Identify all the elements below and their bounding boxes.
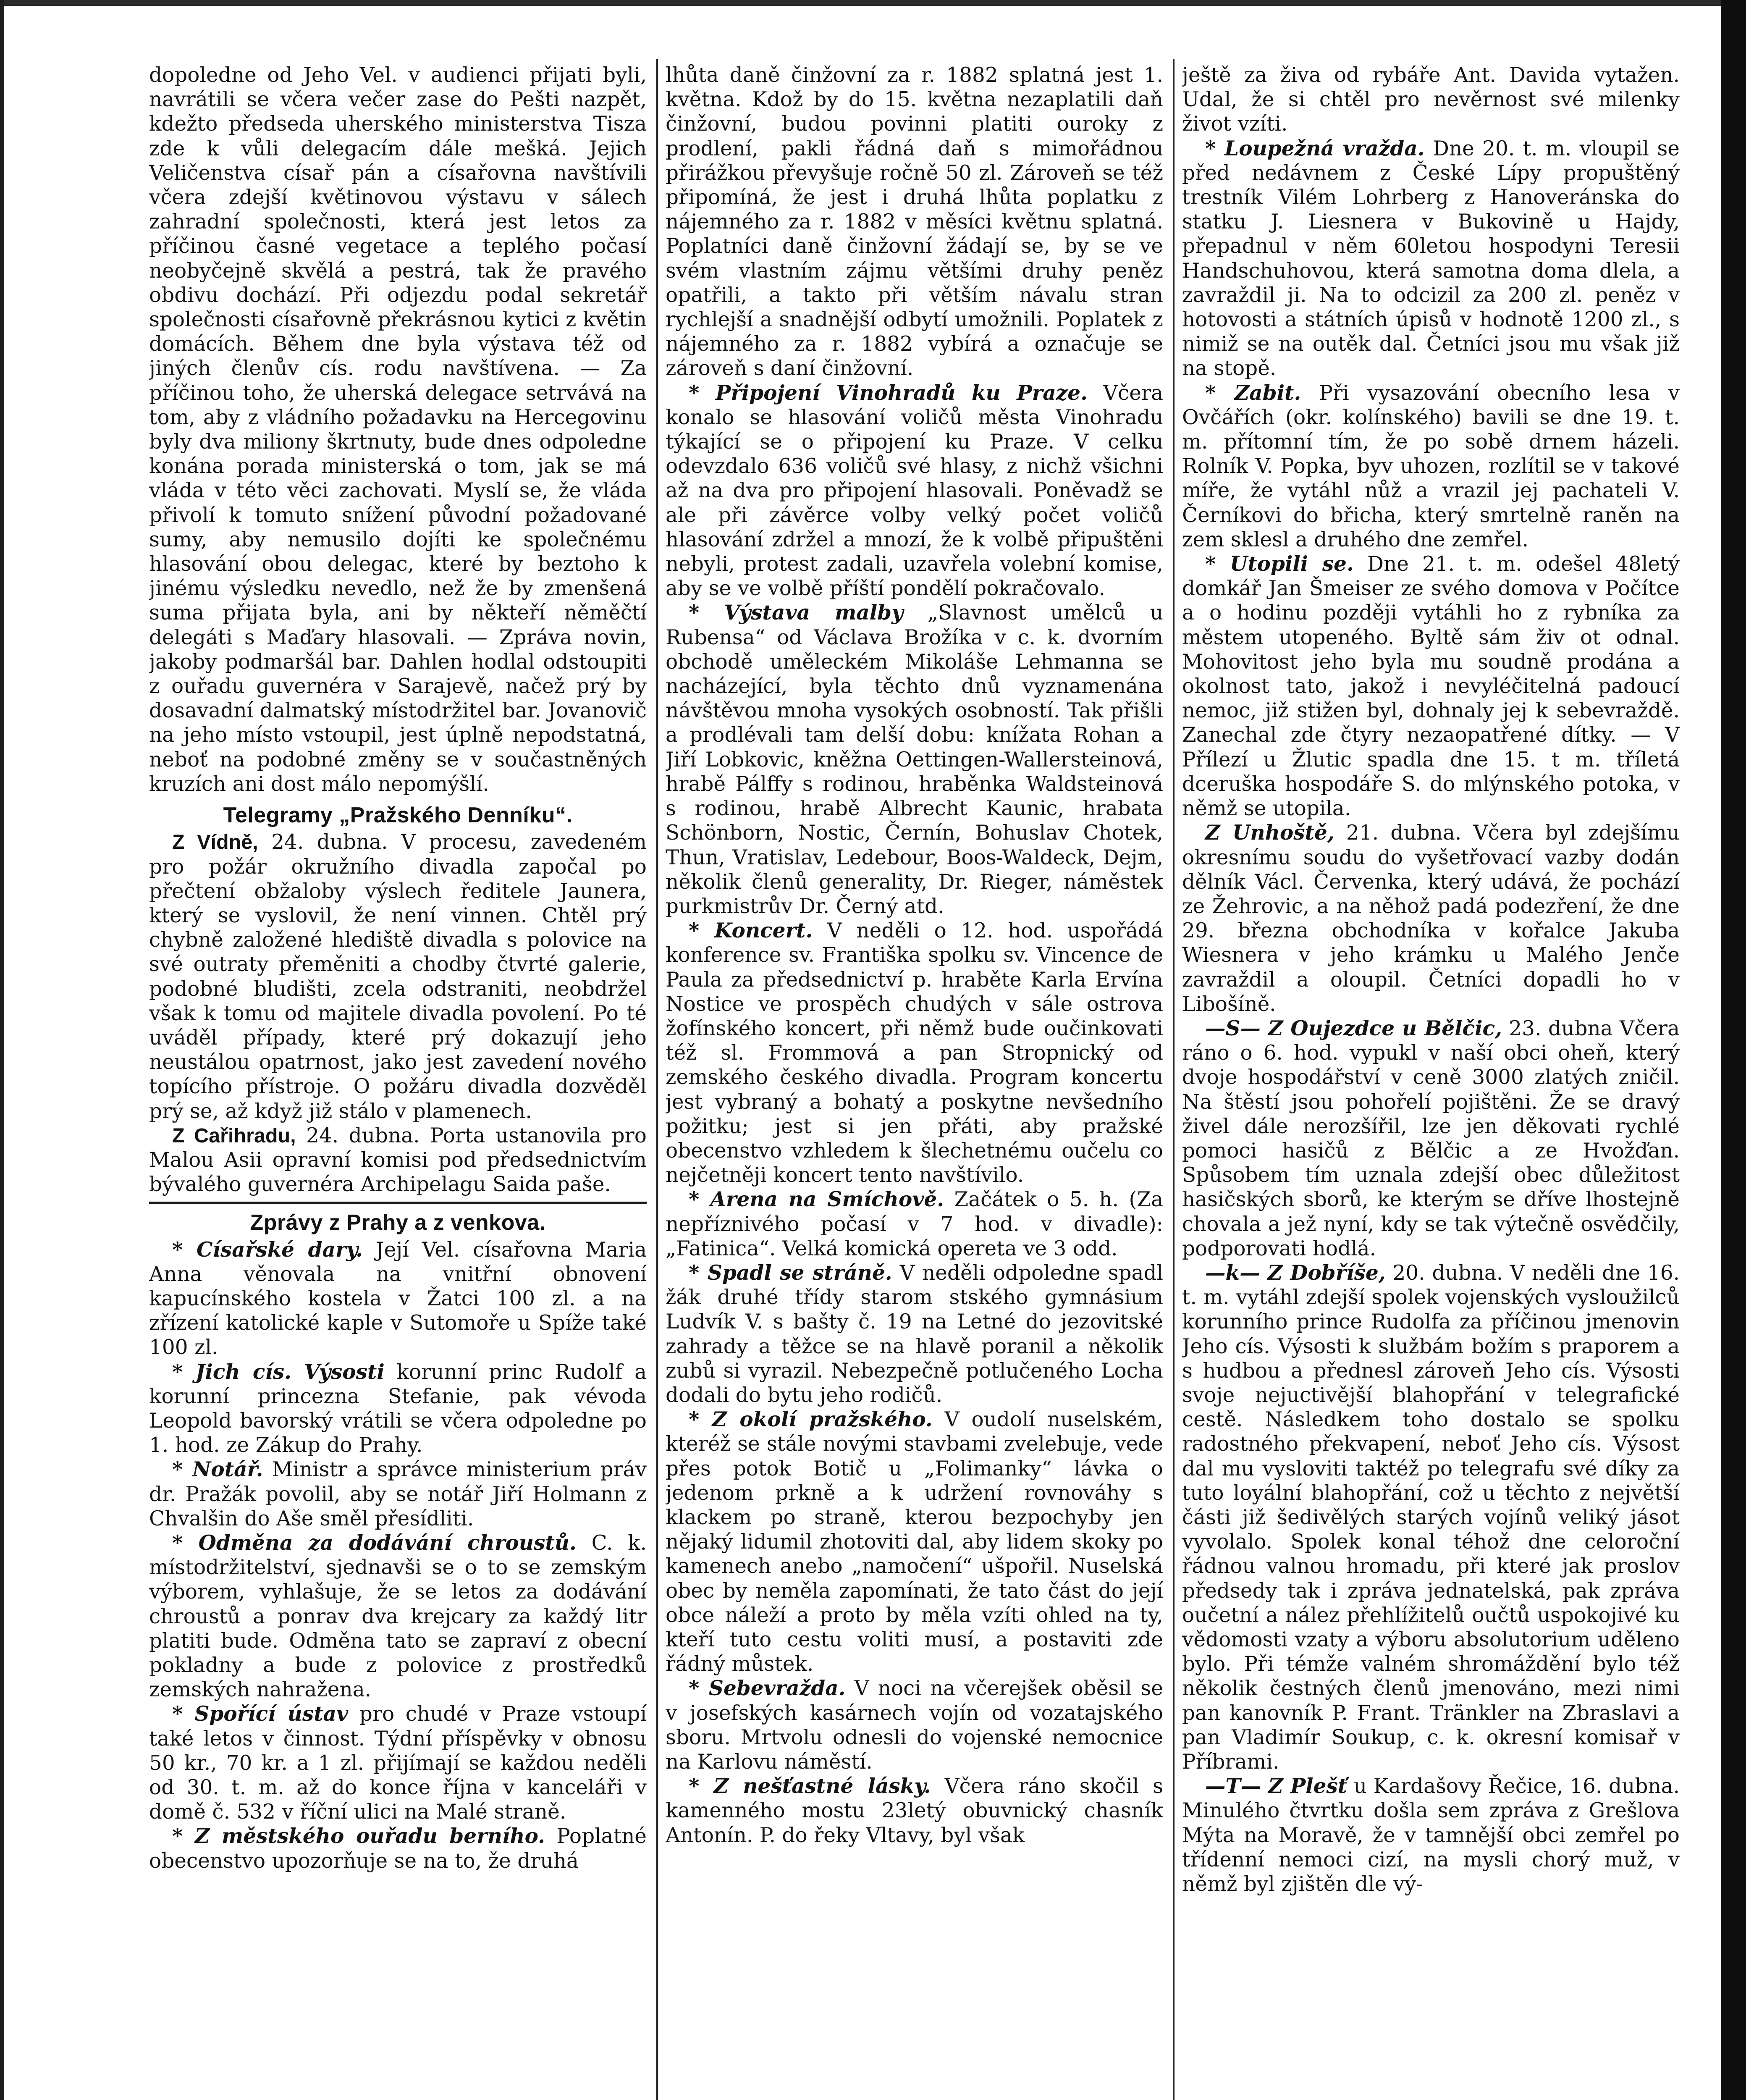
section-rule	[149, 1202, 647, 1204]
news-item-title: * Z městského ouřadu berního.	[172, 1824, 545, 1848]
news-item	[1182, 381, 1680, 552]
news-item	[1182, 136, 1680, 381]
news-item-text: Poplatné obecenstvo upozorňuje se na to, že druhá	[149, 1824, 647, 1873]
scan-left-edge	[0, 0, 4, 2100]
news-item-title: * Arena na Smíchově.	[689, 1187, 944, 1212]
news-item	[149, 1238, 647, 1360]
news-item-text: Včera konalo se hlasování voličů města Vinohradu týkající se o připojení ku Praze. V celku odevzdalo 636 voličů své hlasy, z nichž všichni až na dva pro připojení hlasovali. Poněvadž se ale při závěrce volby velký počet voličů hlasování zdržel a mnozí, že k volbě připuštěni nebyli, protest zadali, uzavřela volební komise, aby se ve volbě příští pondělí pokračovalo.	[666, 381, 1163, 601]
news-item	[666, 1676, 1163, 1774]
dateline: Z Vídně,	[172, 831, 258, 854]
news-item-text: „Slavnost umělců u Rubensa“ od Václava Brožíka v c. k. dvorním obchodě uměleckém Mikoláše Lehmanna se nacházející, byla těchto dnů vyznamenána návštěvou mnoha vysokých osobností. Tak přišli a prodlévali tam delší dobu: knížata Rohan a Jiří Lobkovic, kněžna Oettingen-Wallersteinová, hrabě Pálffy s rodinou, hraběnka Waldsteinová s rodinou, hrabě Albrecht Kaunic, hrabata Schönborn, Nostic, Černín, Bohuslav Chotek, Thun, Vratislav, Ledebour, Boos-Waldeck, Dejm, několik členů generality, Dr. Rieger, náměstek purkmistrův Dr. Černý atd.	[666, 601, 1163, 918]
news-item-text: Začátek o 5. h. (Za nepříznivého počasí v 7 hod. v divadle): „Fatinica“. Velká komická opereta ve 3 odd.	[666, 1188, 1163, 1260]
news-item-title: * Notář.	[172, 1457, 263, 1482]
news-item-text: korunní princ Rudolf a korunní princezna Stefanie, pak vévoda Leopold bavorský vrátili se včera odpoledne po 1. hod. ze Zákup do Prahy.	[149, 1360, 647, 1457]
news-item	[666, 1261, 1163, 1407]
news-item-title: * Sebevražda.	[689, 1676, 846, 1701]
column-divider	[1173, 59, 1174, 2100]
news-item-text: Dne 20. t. m. vloupil se před nedávnem z České Lípy propuštěný trestník Vilém Lohrberg z Hanoveránska do statku J. Liesnera v Bukovině u Hajdy, přepadnul v něm 60letou hospodyni Teresii Handschuhovou, která samotna doma dlela, a zavraždil ji. Na to odcizil za 200 zl. peněz v hotovosti a státních úpisů v hodnotě 1200 zl., s nimiž se na outěk dal. Četníci jsou mu však již na stopě.	[1182, 136, 1680, 381]
news-item-title: * Výstava malby	[689, 601, 904, 625]
news-item	[1182, 1016, 1680, 1261]
news-item-title: * Císařské dary.	[172, 1237, 363, 1262]
news-item-title: Z Unhoště,	[1205, 821, 1334, 845]
news-item	[666, 1774, 1163, 1848]
telegram-text: 24. dubna. V procesu, zavedeném pro požár okružního divadla započal po přečtení obžaloby výslech ředitele Jaunera, který se vyslovil, že není vinnen. Chtěl prý chybně založené hlediště divadla s polovice na své outraty přeměniti a chodby čtvrté galerie, podobné bludišti, zcela odstraniti, neobdržel však k tomu od majitele divadla povolení. Po té uváděl případy, které prý dokazují jeho neustálou opatrnost, jako jest zavedení nového topícího přístroje. O požáru divadla dozvěděl prý se, až když již stálo v plamenech.	[149, 830, 647, 1123]
news-item-text: Ministr a správce ministerium práv dr. Pražák povolil, aby se notář Jiří Holmann z Chvalšin do Aše směl přesídliti.	[149, 1458, 647, 1530]
news-item-title: * Zabit.	[1205, 381, 1301, 405]
dateline: Z Cařihradu,	[172, 1124, 296, 1147]
left-column	[149, 63, 647, 2100]
scan-top-edge	[0, 0, 1746, 6]
article-continuation: dopoledne od Jeho Vel. v audienci přijati byli, navrátili se včera večer zase do Pešti nazpět, kdežto předseda uherského ministerstva Tisza zde k vůli delegacím dále mešká. Jejich Veličenstva císař pán a císařovna navštívili včera zdejší květinovou výstavu v sálech zahradní společnosti, která jest letos za příčinou časné vegetace a teplého počasí neobyčejně skvělá a pestrá, tak že pravého obdivu dochází. Při odjezdu podal sekretář společnosti císařovně překrásnou kytici z květin domácích. Během dne byla výstava též od jiných členův cís. rodu navštívena. — Za příčinou toho, že uherská delegace setrvává na tom, aby z vládního požadavku na Hercegovinu byly dva miliony škrtnuty, bude dnes odpoledne konána porada ministerská o tom, jak se má vláda v této věci zachovati. Myslí se, že vláda přivolí k tomuto snížení původní požadované sumy, aby nemusilo dojíti ke společnému hlasování obou delegac, které by beztoho k jinému výsledku nevedlo, než že by zmenšená suma přijata byla, ani by někteří něměčtí delegáti s Maďary hlasovali. — Zpráva novin, jakoby podmaršál bar. Dahlen hodlal odstoupiti z ouřadu guvernéra v Sarajevě, načež prý by dosavadní dalmatský místodržitel bar. Jovanovič na jeho místo vstoupil, jest úplně nepodstatná, neboť na podobné změny se v součastněných kruzích ani dost málo nepomýšlí.	[149, 63, 647, 796]
news-item-title: * Z okolí pražského.	[689, 1407, 933, 1432]
news-item-title: * Utopili se.	[1205, 552, 1354, 576]
news-item-text: Včera ráno skočil s kamenného mostu 23letý obuvnický chasník Antonín. P. do řeky Vltavy, byl však	[666, 1774, 1163, 1847]
news-item	[1182, 1774, 1680, 1896]
news-item-title: —k— Z Dobříše,	[1205, 1260, 1386, 1285]
news-item	[149, 1360, 647, 1458]
news-item	[149, 1702, 647, 1824]
news-item-title: * Koncert.	[689, 919, 813, 943]
telegram-section-heading: Telegramy „Pražského Denníku“.	[223, 803, 573, 828]
news-item-title: * Jich cís. Výsosti	[172, 1360, 385, 1384]
news-item	[666, 381, 1163, 601]
scan-right-edge	[1721, 0, 1746, 2100]
news-item-text: V neděli odpoledne spadl žák druhé třídy starom stského gymnásium Ludvík V. s bašty č. 19 na Letné do jezovitské zahrady a těžce se na hlavě poranil a několik zubů si vyrazil. Nebezpečně potlučeného Locha dodali do bytu jeho rodičů.	[666, 1261, 1163, 1407]
news-item	[666, 919, 1163, 1187]
news-item	[149, 1531, 647, 1702]
column-divider	[656, 59, 658, 2100]
news-item-title: * Připojení Vinohradů ku Praze.	[689, 381, 1088, 405]
news-item	[666, 601, 1163, 919]
news-item-text: C. k. místodržitelství, sjednavši se o to se zemským výborem, vyhlašuje, že se letos za dodávání chroustů a ponrav dva krejcary za každý litr platiti bude. Odměna tato se zapraví z obecní pokladny a bude z polovice z prostředků zemských nahražena.	[149, 1531, 647, 1702]
news-item-text: 20. dubna. V neděli dne 16. t. m. vytáhl zdejší spolek vojenských vysloužilců korunního prince Rudolfa za příčinou jmenovin Jeho cís. Výsosti k službám božím s praporem a s hudbou a přednesl zároveň Jeho cís. Výsosti svoje nejuctivější blahopřání v telegrafické cestě. Následkem toho dostalo se spolku radostného překvapení, neboť Jeho cís. Výsost dal mu vysloviti taktéž po telegrafu své díky za tuto loyální blahopřání, což u těchto z největší části již šedivělých starých vojínů veliký jásot vyvolalo. Spolek konal téhož dne celoroční řádnou valnou hromadu, při které jak proslov předsedy tak i zpráva jednatelská, pak zpráva oučetní a nález přehlížitelů oučtů uspokojivé ku vědomosti vzaty a výboru absolutorium uděleno bylo. Při témže valném shromáždění bylo též několik čestných členů jmenováno, mezi nimi pan kanovník P. Frant. Tränkler na Zbraslavi a pan Vladimír Soukup, c. k. okresní komisař v Příbrami.	[1182, 1261, 1680, 1774]
news-item-text: 23. dubna Včera ráno o 6. hod. vypukl v naší obci oheň, který dvoje hospodářství v ceně 3000 zlatých zničil. Na štěstí jsou pohořelí pojištěni. Že se dravý živel dále nerozšířil, lze jen děkovati rychlé pomoci hasičů z Bělčic a ze Hvožďan. Spůsobem tím uznala zdejší obec důležitost hasičských sborů, ke kterým se dříve lhostejně chovala a jež nyní, kdy se tak výtečně osvědčily, podporovati hodlá.	[1182, 1016, 1680, 1260]
news-item-text: pro chudé v Praze vstoupí také letos v činnost. Týdní příspěvky v obnosu 50 kr., 70 kr. a 1 zl. přijímají se každou neděli od 30. t. m. až do konce října v kanceláři v domě č. 532 v říční ulici na Malé straně.	[149, 1702, 647, 1824]
news-item	[1182, 1261, 1680, 1774]
newspaper-page	[149, 63, 1682, 2100]
news-item-title: * Odměna za dodávání chroustů.	[172, 1530, 577, 1555]
news-item	[1182, 552, 1680, 821]
news-item-title: * Spořící ústav	[172, 1702, 349, 1726]
news-item-text: V noci na včerejšek oběsil se v josefských kasárnech vojín od vozatajského sboru. Mrtvolu odnesli do vojenské nemocnice na Karlovu náměstí.	[666, 1677, 1163, 1774]
news-item	[666, 1407, 1163, 1676]
article-continuation: ještě za živa od rybáře Ant. Davida vytažen. Udal, že si chtěl pro nevěrnost své milenky život vzíti.	[1182, 63, 1680, 136]
news-item-text: Při vysazování obecního lesa v Ovčářích (okr. kolínského) bavili se dne 19. t. m. přítomní tím, že po sobě drnem házeli. Rolník V. Popka, byv uhozen, rozlítil se v takové míře, že vytáhl nůž a vrazil jej pachateli V. Černíkovi do břicha, který smrtelně raněn na zem sklesl a druhého dne zemřel.	[1182, 381, 1680, 551]
news-item-text: u Kardašovy Řečice, 16. dubna. Minulého čtvrtku došla sem zpráva z Grešlova Mýta na Moravě, že v tamnější obci zemřel po třídenní nemoci cizí, na mysli chorý muž, v němž byl zjištěn dle vý-	[1182, 1774, 1680, 1896]
news-item-text: 21. dubna. Včera byl zdejšímu okresnímu soudu do vyšetřovací vazby dodán dělník Václ. Červenka, který udává, že pochází ze Žehrovic, a na něhož padá podezření, že dne 29. března obchodníka v kořalce Jakuba Wiesnera v jeho krámku u Malého Jenče zavraždil a oloupil. Četníci dopadli ho v Libošíně.	[1182, 821, 1680, 1016]
news-item-text: Její Vel. císařovna Maria Anna věnovala na vnitřní obnovení kapucínského kostela v Žatci 100 zl. a na zřízení katolické kaple v Sutomoře u Spíže také 100 zl.	[149, 1238, 647, 1360]
news-item-title: * Spadl se stráně.	[689, 1260, 892, 1285]
telegram-vienna	[149, 830, 647, 1123]
news-item-title: * Loupežná vražda.	[1205, 136, 1425, 160]
telegram-constantinople	[149, 1124, 647, 1197]
article-continuation: lhůta daně činžovní za r. 1882 splatná jest 1. května. Kdož by do 15. května nezaplatili daň činžovní, budou povinni platiti ouroky z prodlení, pakli řádná daň s mimořádnou přirážkou převyšuje ročně 50 zl. Zároveň se též připomíná, že jest i druhá lhůta poplatku z nájemného za r. 1882 v měsíci květnu splatná. Poplatníci daně činžovní žádají se, by se ve svém vlastním zájmu většími druhy peněz opatřili, a takto při větším návalu stran rychlejší a snadnější odbytí umožnili. Poplatek z nájemného za r. 1882 vybírá a označuje se zároveň s daní činžovní.	[666, 63, 1163, 381]
telegram-text: 24. dubna. Porta ustanovila pro Malou Asii opravní komisi pod předsednictvím bývalého guvernéra Archipelagu Saida paše.	[149, 1124, 647, 1197]
news-item-text: V neděli o 12. hod. uspořádá konference sv. Františka spolku sv. Vincence de Paula za předsednictví p. hraběte Karla Ervína Nostice ve prospěch chudých v sále ostrova žofínského koncert, při němž bude oučinkovati též sl. Frommová a pan Stropnický od zemského českého divadla. Program koncertu jest vybraný a bohatý a poskytne nevšedního požitku; jest si jen přáti, aby pražské obecenstvo vzhledem k šlechetnému oučelu co nejčetněji koncert tento navštívilo.	[666, 919, 1163, 1187]
news-item	[149, 1457, 647, 1531]
news-section-heading: Zprávy z Prahy a z venkova.	[250, 1210, 546, 1235]
news-item	[149, 1824, 647, 1873]
news-item	[666, 1187, 1163, 1261]
news-item-text: V oudolí nuselském, kteréž se stále novými stavbami zvelebuje, vede přes potok Botič u „Folimanky“ lávka o jedenom prkně a k udržení rovnováhy s klackem po straně, kterou bezpochyby jen nějaký lidumil zhotoviti dal, aby lidem skoky po kamenech anebo „namočení“ ušpořil. Nuselská obec by neměla zapomínati, že tato část do její obce náleží a proto by měla vzíti ohled na ty, kteří tuto cestu voliti musí, a postaviti zde řádný můstek.	[666, 1408, 1163, 1676]
right-column	[1182, 63, 1680, 2100]
news-item	[1182, 821, 1680, 1016]
news-item-text: Dne 21. t. m. odešel 48letý domkář Jan Šmeiser ze svého domova v Počítce a o hodinu později vytáhli ho z rybníka za městem utopeného. Byltě sám živ ot odnal. Mohovitost jeho byla mu soudně prodána a okolnost tato, jakož i nevyléčitelná padoucí nemoc, již stižen byl, dohnaly jej k sebevraždě. Zanechal zde čtyry nezaopatřené dítky. — V Přílezí u Žlutic spadla dne 15. t m. tříletá dceruška hospodáře S. do mlýnského potoka, v němž se utopila.	[1182, 552, 1680, 821]
middle-column	[666, 63, 1163, 2100]
news-item-title: * Z nešťastné lásky.	[689, 1774, 931, 1798]
news-item-title: —S— Z Oujezdce u Bělčic,	[1205, 1016, 1502, 1040]
news-item-title: —T— Z Plešť	[1205, 1774, 1348, 1798]
